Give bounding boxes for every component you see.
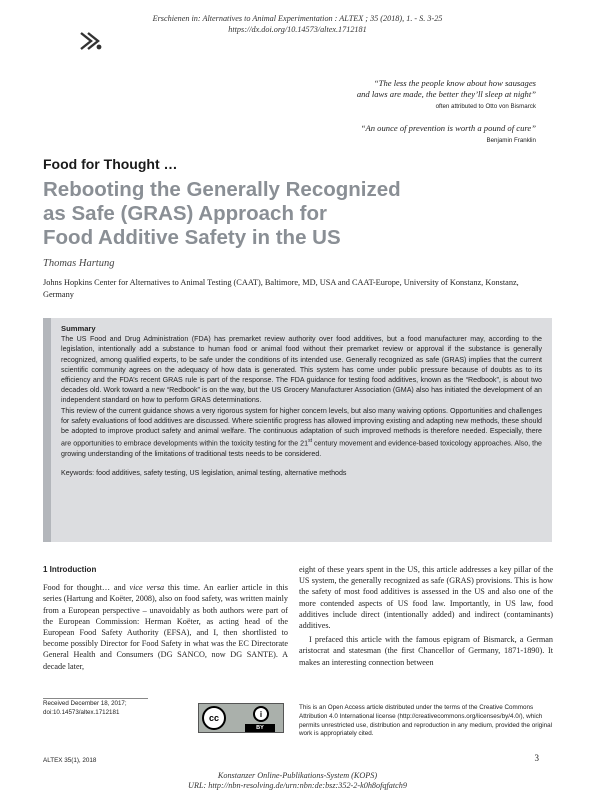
article-title: Rebooting the Generally Recognized as Safe (GRAS) Approach for Food Additive Safety in the US [43,178,401,249]
divider [43,698,148,699]
body-paragraph: I prefaced this article with the famous epigram of Bismarck, a German aristocrat and statesman (the first Chancellor of Germany, 1871-1890). It makes an interesting connection between [299,635,553,667]
body-paragraph: Food for thought… and vice versa this time. An earlier article in this series (Hartung and Koëter, 2008), also on food safety, was written mainly from a European perspective – unavoidably as both authors were part of the European Commission: Herman Koëter, as acting head of the European Food Safety Authority (EFSA), and I, then shortlisted to become possibly Director for Food Safety in what was the EC Directorate General Health and Consumers (DG SANCO, now DG SANTE). A decade later, [43,583,288,671]
license-text: This is an Open Access article distributed under the terms of the Creative Commons Attribution 4.0 International license (http://creativecommons.org/licenses/by/4.0/), which permits unrestricted use, distribution and reproduction in any medium, provided the original work is appropriately cited. [299,704,553,738]
right-column [299,564,553,668]
kops-url-link[interactable]: URL: http://nbn-resolving.de/urn:nbn:de:bsz:352-2-k0h8ofqfatch9 [188,781,407,790]
body-paragraph: eight of these years spent in the US, this article addresses a key pillar of the US system, the generally recognized as safe (GRAS) provisions. This is how the safety of most food additives is assessed in the US and also one of the more contended aspects of US food law. Importantly, in US law, food additives include direct (intentionally added) and indirect (contaminants) additives. [299,565,553,631]
left-column [43,564,288,672]
abstract-heading: Summary [61,324,96,333]
abstract-paragraph: The US Food and Drug Administration (FDA) has premarket review authority over food additives, but a food manufacturer may, according to the legislation, intentionally add a substance to human food or animal food without their premarket review or approval if the substance is generally recognized, among qualified experts, to be safe under the conditions of its intended use. Generally recognized as safe (GRAS) implies that the current scientific community agrees on the adequacy of how data is generated. This system has come under public pressure because of doubts as to its efficiency and the FDA’s recent GRAS rule is part of the response. The FDA guidance for testing food additives, known as the “Redbook”, is about two decades old. Work toward a new “Redbook” is on the way, but the US Grocery Manufacturer Association (GMA) also has initiated the development of an independent standard on how to perform GRAS determinations. [61,335,542,405]
doi-link[interactable]: https://dx.doi.org/10.14573/altex.1712181 [228,25,367,34]
epigram-attribution-bismarck: often attributed to Otto von Bismarck [435,103,536,110]
abstract-paragraph: This review of the current guidance shows a very rigorous system for higher concern levels, but also many waiving options. Opportunities and challenges for safety evaluations of food additives are discussed. Where scientific progress has allowed improving existing and adapting new methods, these should be adopted to improve product safety and animal welfare. The continuous adaptation of such improved methods is therefore needed. Especially, there are opportunities to embrace developments within the toxicity testing for the 21st century movement and evidence-based toxicology approaches. Also, the growing understanding of the limitations of traditional tests needs to be considered. [61,406,542,458]
page-number: 3 [534,753,539,763]
epigram-bismarck: “The less the people know about how sausages and laws are made, the better they’ll sleep at night” [356,78,536,99]
abstract-box [43,318,552,542]
series-label: Food for Thought … [43,156,178,172]
epigram-attribution-franklin: Benjamin Franklin [486,137,536,144]
journal-footer: ALTEX 35(1), 2018 [43,757,97,764]
epigram-franklin: “An ounce of prevention is worth a pound of cure” [360,123,536,133]
citation-header: Erschienen in: Alternatives to Animal Experimentation : ALTEX ; 35 (2018), 1. - S. 3-25 [152,14,443,23]
cc-icon: cc [202,706,226,730]
by-label: BY [245,724,275,732]
altex-logo-icon [78,30,104,52]
section-heading: 1 Introduction [43,565,97,574]
author-name: Thomas Hartung [43,258,115,269]
cc-by-license-badge[interactable] [198,703,284,733]
kops-footer: Konstanzer Online-Publikations-System (KOPS) URL: http://nbn-resolving.de/urn:nbn:de:bsz:352-2-k0h8ofqfatch9 [0,771,595,791]
keywords: Keywords: food additives, safety testing, US legislation, animal testing, alternative methods [61,469,347,477]
received-info: Received December 18, 2017; doi:10.14573/altex.1712181 [43,700,127,716]
attribution-person-icon: i [253,706,269,722]
author-affiliation: Johns Hopkins Center for Alternatives to Animal Testing (CAAT), Baltimore, MD, USA and CAAT-Europe, University of Konstanz, Konstanz, Germany [43,278,519,299]
